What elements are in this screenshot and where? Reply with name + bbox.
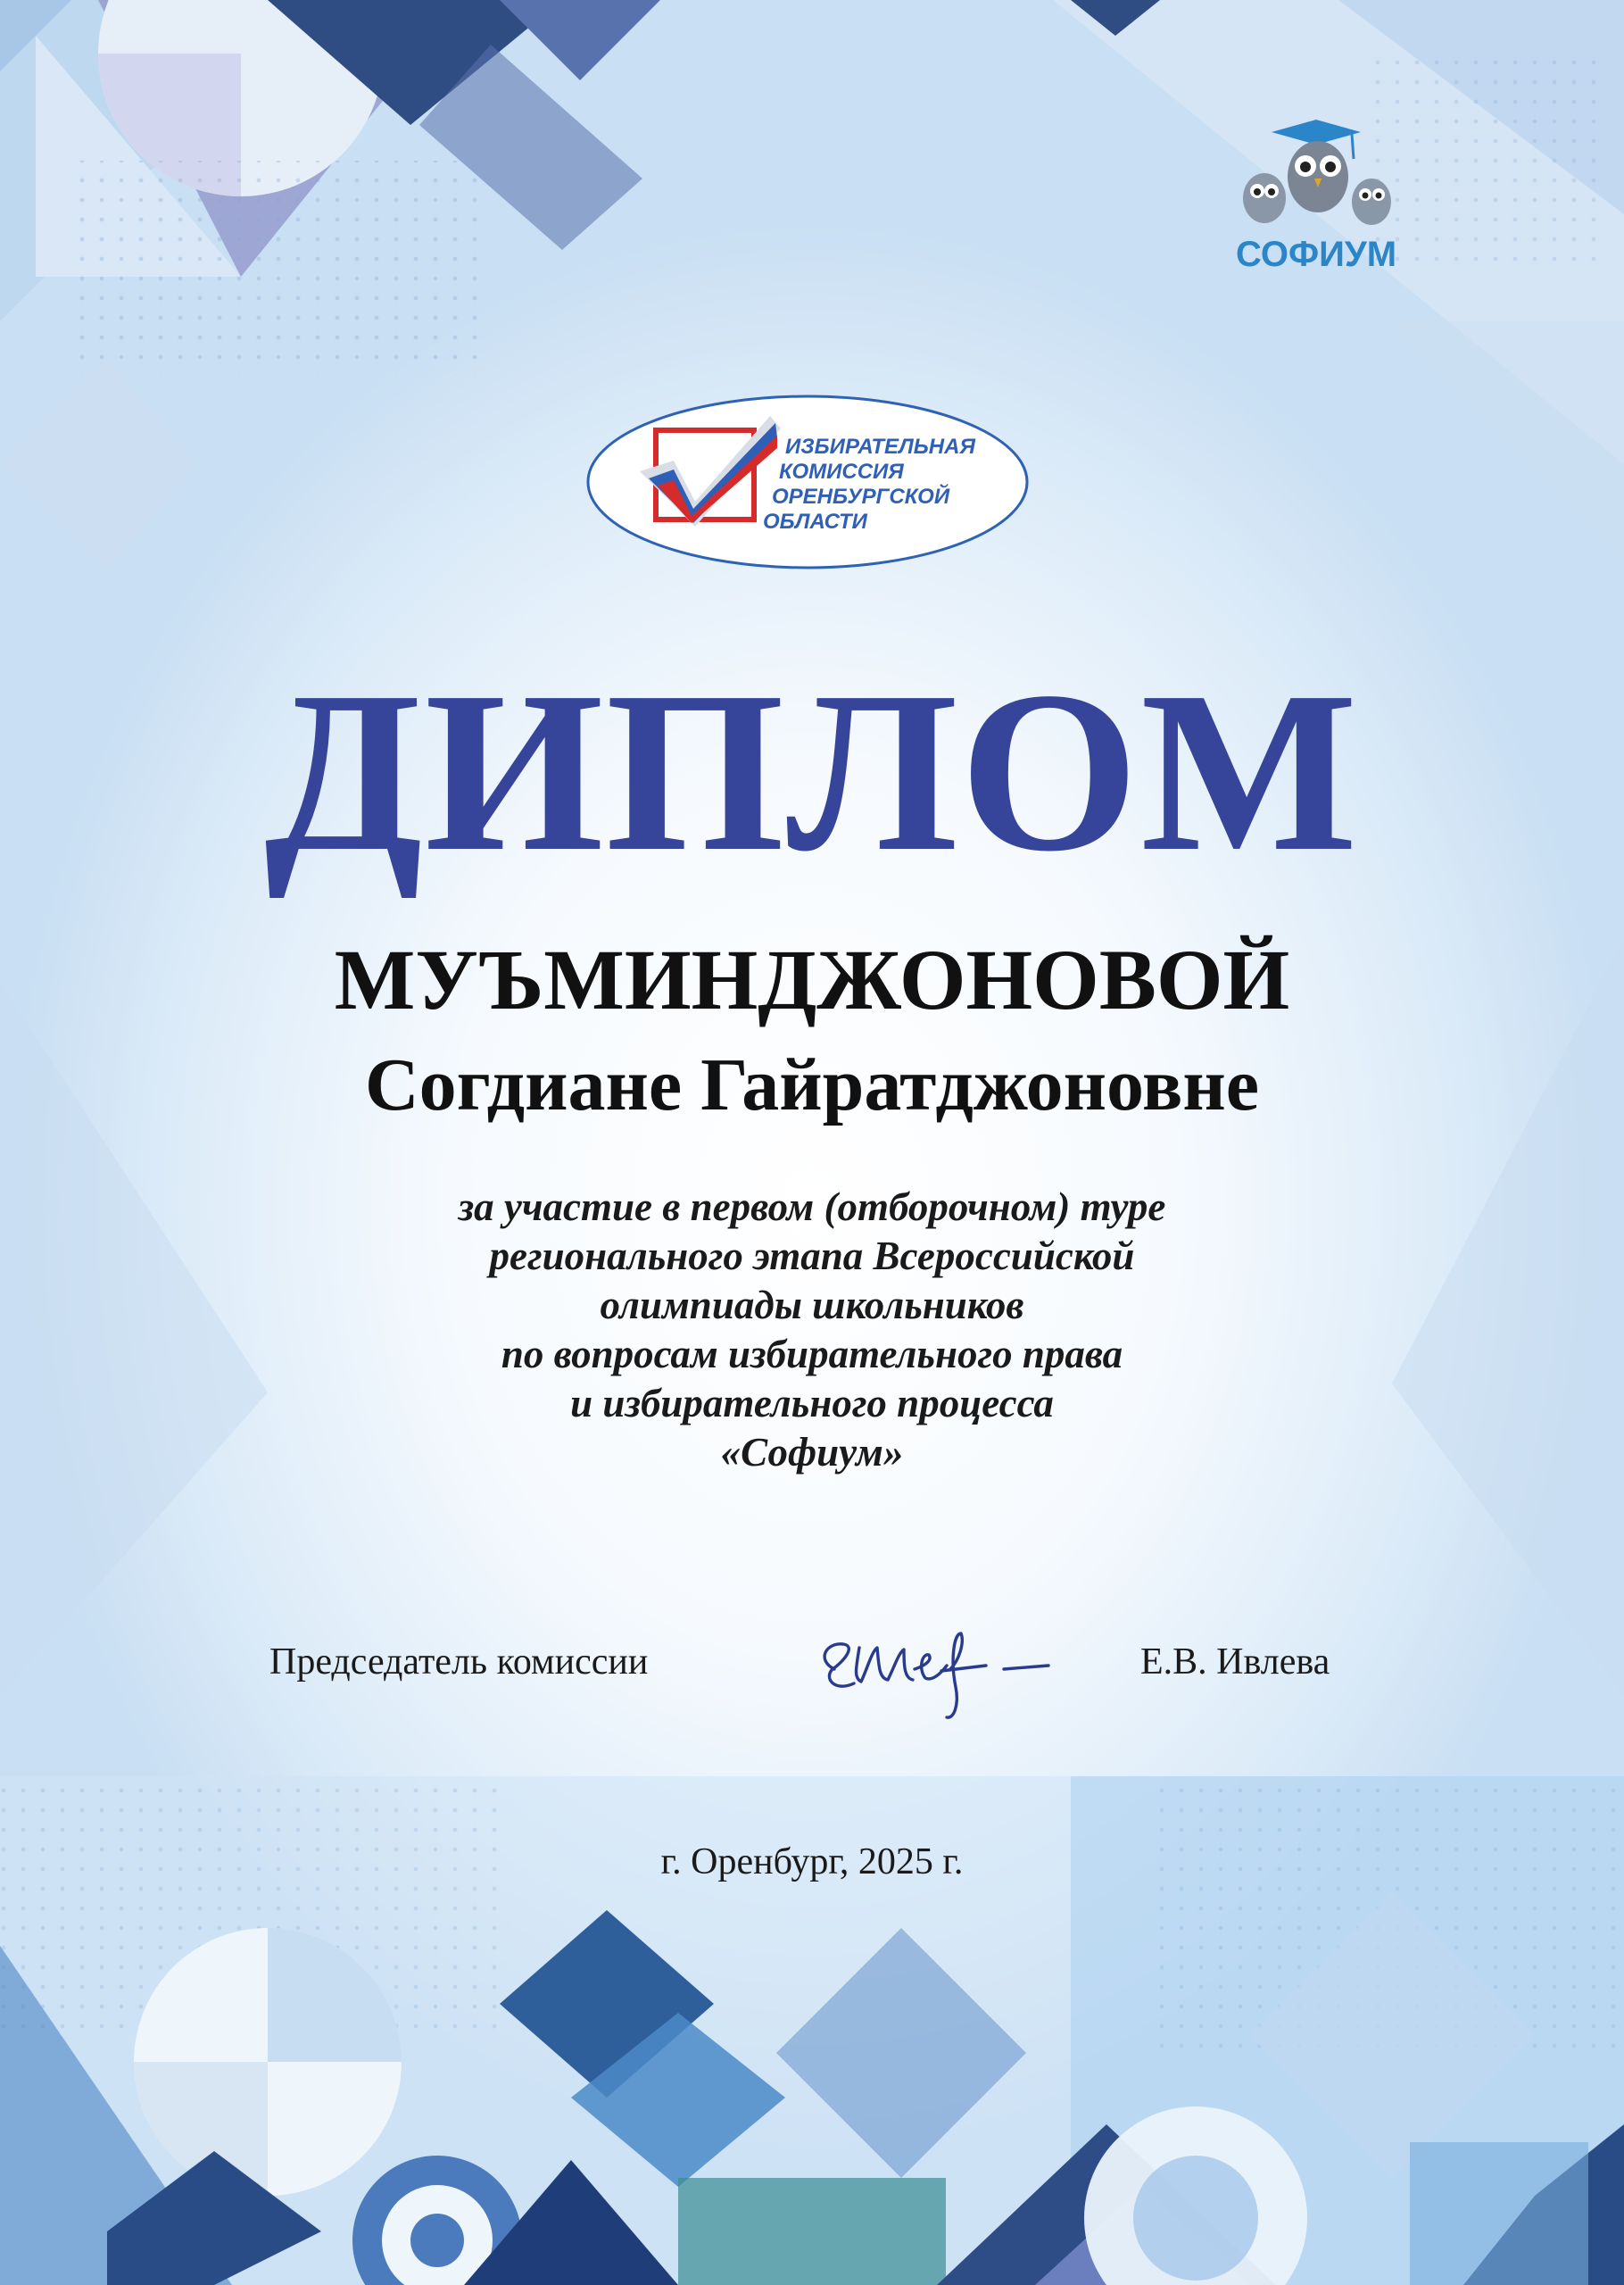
top-left-pattern xyxy=(0,0,660,571)
award-reason xyxy=(0,1183,1624,1477)
handwritten-signature xyxy=(808,1607,1075,1723)
reason-line: за участие в первом (отборочном) туре xyxy=(458,1184,1166,1229)
sofium-logo xyxy=(1209,116,1423,277)
logo-line-2: КОМИССИЯ xyxy=(779,460,904,484)
signatory-name: Е.В. Ивлева xyxy=(1140,1641,1330,1683)
reason-line: олимпиады школьников xyxy=(600,1283,1024,1327)
sofium-logo-text: СОФИУМ xyxy=(1235,235,1397,274)
top-right-pattern xyxy=(1053,0,1624,553)
signatory-role: Председатель комиссии xyxy=(269,1641,649,1683)
reason-line: регионального этапа Всероссийской xyxy=(489,1234,1135,1278)
reason-line: «Софиум» xyxy=(720,1430,904,1475)
diploma-title: ДИПЛОМ xyxy=(264,644,1360,899)
owl-icon xyxy=(1243,120,1391,225)
reason-line: и избирательного процесса xyxy=(570,1381,1054,1425)
logo-line-4: ОБЛАСТИ xyxy=(763,510,867,534)
recipient-surname: МУЪМИНДЖОНОВОЙ xyxy=(334,932,1290,1027)
logo-line-3: ОРЕНБУРГСКОЙ xyxy=(772,485,950,509)
election-commission-logo xyxy=(584,393,1031,571)
logo-line-1: ИЗБИРАТЕЛЬНАЯ xyxy=(785,435,975,459)
place-and-date: г. Оренбург, 2025 г. xyxy=(660,1841,964,1882)
reason-line: по вопросам избирательного права xyxy=(501,1332,1123,1376)
recipient-given-names: Согдиане Гайратджоновне xyxy=(364,1043,1259,1126)
